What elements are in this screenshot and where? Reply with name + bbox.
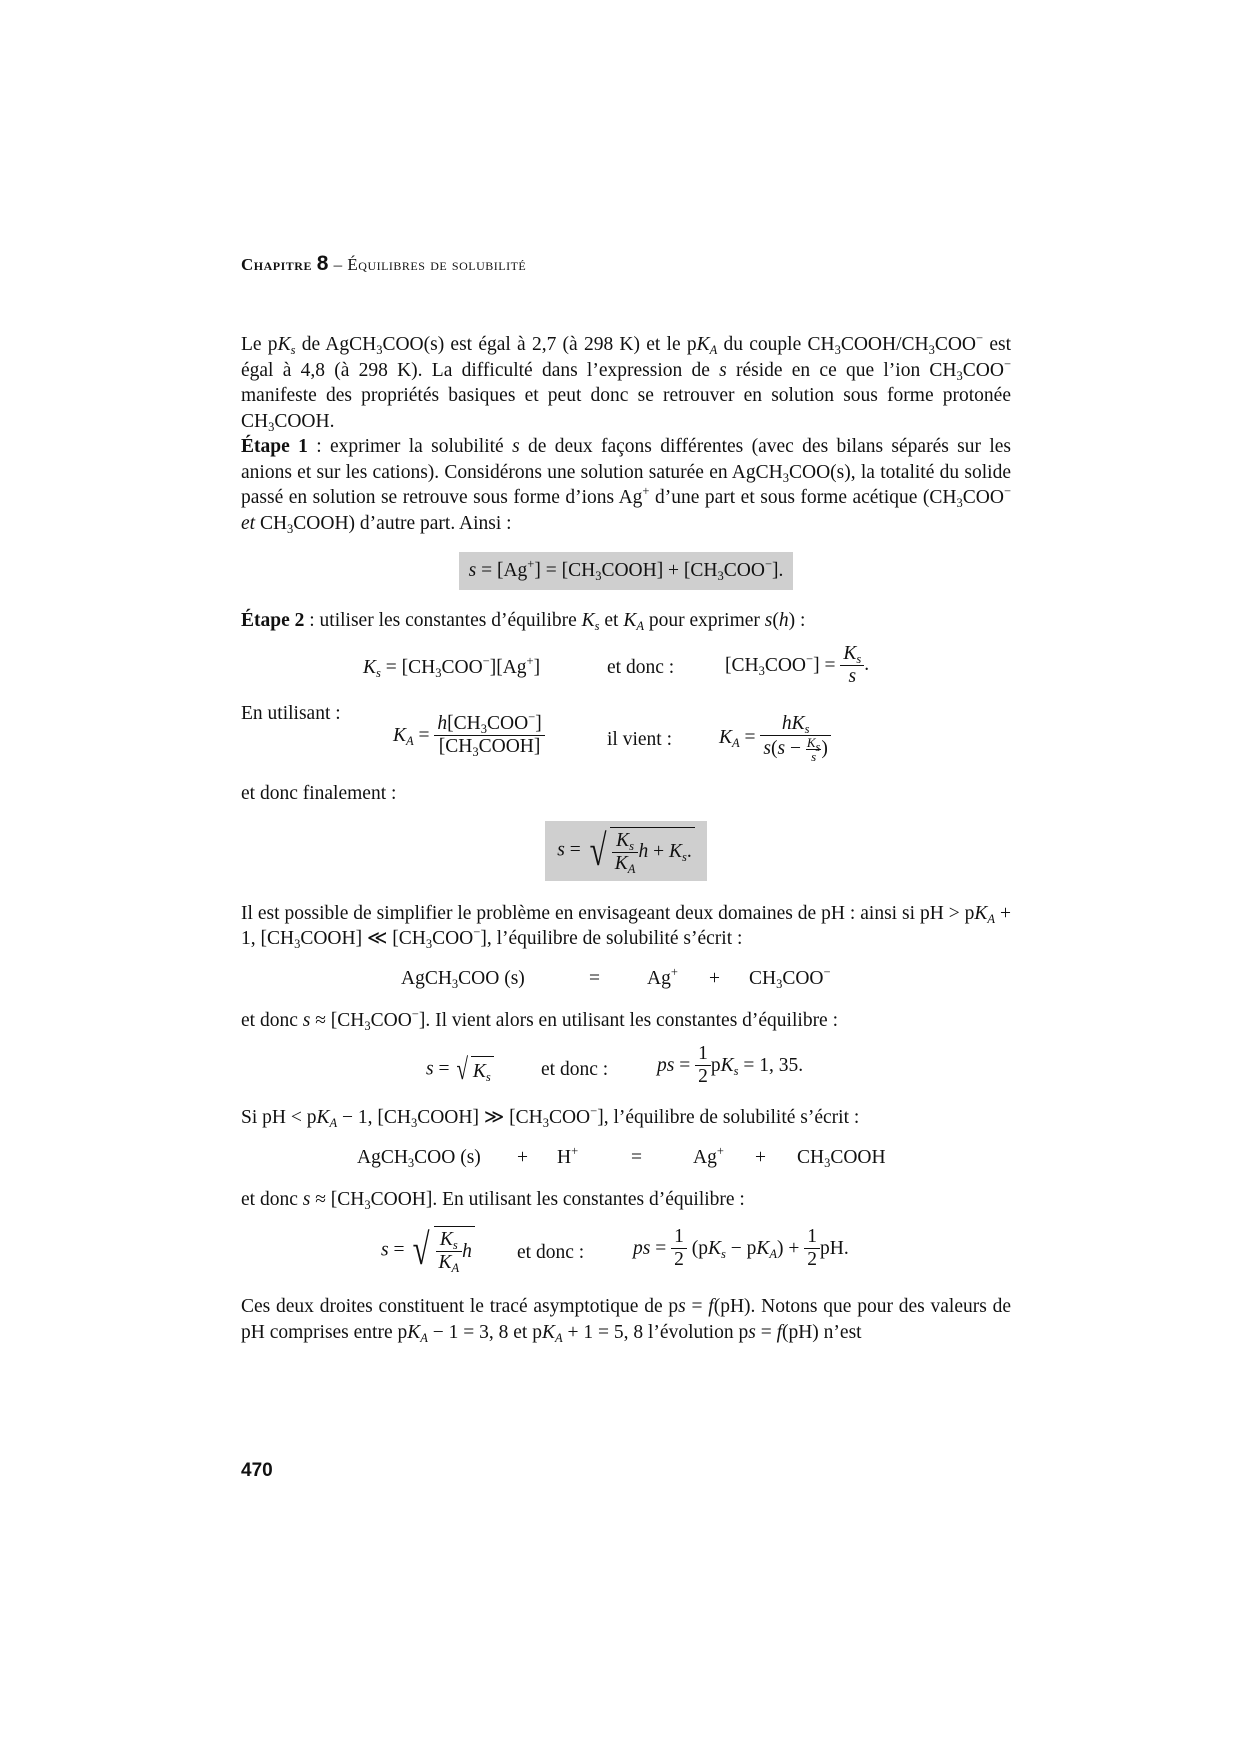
approx-acidic-paragraph: et donc $s \approx [CH_3COOH]$. En utilisant les constantes d’équilibre : [241,1188,745,1212]
reaction-basic: AgCH$_3$COO (s) = Ag+ + $CH_3COO^-$ [401,964,831,991]
acidic-domain-paragraph: Si pH < $pK_A - 1$, $[CH_3COOH]$ ≫ $[CH_3COO^-]$, l’équilibre de solubilité s’écrit : [241,1104,860,1130]
running-header [241,252,526,276]
domain-paragraph: Il est possible de simplifier le problème en envisageant deux domaines de pH : ainsi si pH > $pK_A + 1$, $[CH_3COOH]$ ≪ $[CH_3COO^-]$, l’équilibre de solubilité s’écrit : [241,902,1011,951]
reaction-acidic: AgCH$_3$COO (s) + H+ = Ag+ + $CH_3COOH$ [357,1143,886,1170]
approx-basic-paragraph: et donc $s \approx [CH_3COO^-]$. Il vient alors en utilisant les constantes d’équilibre : [241,1006,839,1033]
page-number: 470 [241,1460,273,1481]
equation-ka: En utilisant : $K_A$ = $\frac{h[CH_3COO^-]}{[CH_3COOH]}$ il vient : $K_A$ = $hK_s$ s(s − $\frac{K_s}{s}$ ) [241,701,1011,775]
main-text [241,332,1011,1345]
step1-paragraph: Étape 1 : exprimer la solubilité s de deux façons différentes (avec des bilans séparés sur les anions et sur les cations). Considérons une solution saturée en AgCH$_3$COO(s), la totalité du solide passé en solution se retrouve sous forme d’ions Ag+ d’une part et sous forme acétique ($CH_3COO^-$ et $CH_3COOH$) d’autre part. Ainsi : [241,436,1012,536]
asymptote-paragraph: Ces deux droites constituent le tracé asymptotique de ps = f(pH). Notons que pour des valeurs de pH comprises entre $pK_A - 1 = 3$, 8 et $pK_A + 1 = 5$, 8 l’évolution ps = f(pH) n’est [241,1296,1011,1345]
equation-ps-acidic: s = √ $\frac{K_s}{K_A}$ h et donc : ps = $\frac{1}{2}$ $(pK_s - pK_A)$ + $\frac{1}{2}$ pH. [381,1225,849,1275]
step2-paragraph: Étape 2 : utiliser les constantes d’équilibre $K_s$ et $K_A$ pour exprimer s(h) : [241,609,806,633]
intro-paragraph: Le $pK_s$ de AgCH$_3$COO(s) est égal à 2,7 (à 298 K) et le $pK_A$ du couple $CH_3COOH/CH_3COO^-$ est égal à 4,8 (à 298 K). La difficulté dans l’expression de s réside en ce que l’ion $CH_3COO^-$ manifeste des propriétés basiques et peut donc se retrouver en solution sous forme protonée $CH_3COOH$. [241,331,1012,434]
equation-solubility-result: s = √ $\frac{K_s}{K_A}$ $h + K_s$. [241,821,1011,881]
chapter-number: 8 [316,252,329,275]
equation-ps-basic: s = √ $K_s$ et donc : ps = $\frac{1}{2}$ $pK_s = 1$, 35. [426,1043,804,1087]
chapter-label: Chapitre [241,255,312,274]
chapter-title: – Équilibres de solubilité [333,255,527,274]
step2-title: Étape 2 [241,609,305,631]
equation-solubility-balance: $s = [Ag^+] = [CH_3COOH] + [CH_3COO^-]$. [241,552,1011,590]
step1-title: Étape 1 [241,436,308,457]
finally-text: et donc finalement : [241,783,397,804]
equation-ks: $K_s = [CH_3COO^-][Ag^+]$ et donc : $[CH_3COO^-]$ = $\frac{K_s}{s}$ . [363,643,870,687]
